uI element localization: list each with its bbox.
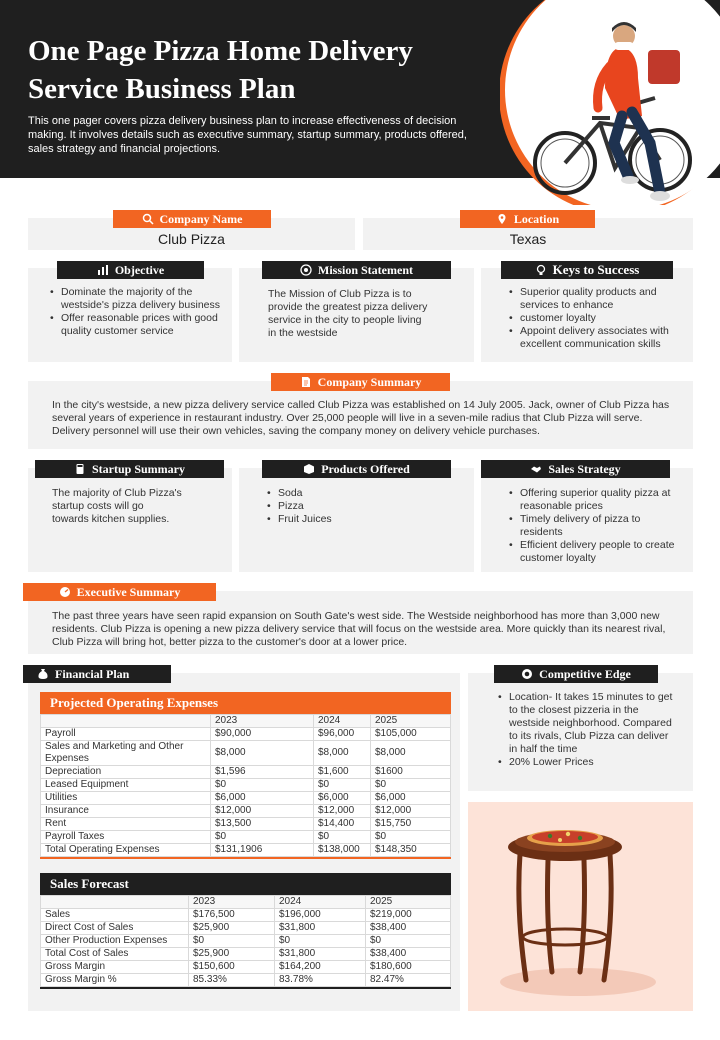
box-icon [303, 463, 315, 475]
table-header-row [41, 896, 451, 909]
table-cell-value: $219,000 [366, 909, 451, 922]
table-cell-value: $12,000 [211, 805, 314, 818]
table-header-cell: 2023 [189, 896, 275, 909]
products-tag [262, 460, 451, 478]
table-header-cell: 2025 [366, 896, 451, 909]
table-cell-value: $8,000 [371, 741, 451, 766]
delivery-cyclist-illustration [520, 8, 700, 203]
table-cell-value: $8,000 [211, 741, 314, 766]
expenses-table-wrap [40, 692, 451, 859]
table-cell-label: Gross Margin [41, 961, 189, 974]
table-cell-value: $105,000 [371, 728, 451, 741]
page-title: One Page Pizza Home Delivery Service Business Plan [28, 35, 413, 105]
table-row [41, 974, 451, 987]
table-cell-value: $0 [211, 831, 314, 844]
table-row [41, 766, 451, 779]
competitive-label: Competitive Edge [539, 666, 631, 681]
table-cell-value: $0 [366, 935, 451, 948]
startup-label: Startup Summary [91, 461, 185, 476]
table-cell-value: $150,600 [189, 961, 275, 974]
expenses-table-underline [40, 857, 451, 859]
mission-label: Mission Statement [318, 262, 413, 277]
table-cell-value: 85.33% [189, 974, 275, 987]
products-label: Products Offered [321, 461, 410, 476]
location-tag [460, 210, 595, 228]
gauge-icon [59, 586, 71, 598]
company-name-value: Club Pizza [158, 231, 225, 247]
table-row [41, 844, 451, 857]
financial-label: Financial Plan [55, 666, 130, 681]
table-header-cell: 2023 [211, 715, 314, 728]
location-value: Texas [509, 231, 547, 247]
location-label: Location [513, 211, 560, 226]
table-cell-value: $0 [189, 935, 275, 948]
table-cell-value: $90,000 [211, 728, 314, 741]
table-cell-label: Leased Equipment [41, 779, 211, 792]
hero-image-area [500, 0, 720, 205]
list-item: • Offering superior quality pizza at reasonable prices [509, 487, 684, 513]
keys-tag [501, 261, 673, 279]
table-row [41, 805, 451, 818]
objective-tag [57, 261, 204, 279]
table-cell-value: $31,800 [275, 948, 366, 961]
competitive-tag [494, 665, 658, 683]
sales-strategy-tag [481, 460, 670, 478]
location-pin-icon [496, 213, 508, 225]
table-cell-label: Direct Cost of Sales [41, 922, 189, 935]
table-cell-value: $1,596 [211, 766, 314, 779]
table-cell-value: $14,400 [314, 818, 371, 831]
table-cell-value: $15,750 [371, 818, 451, 831]
table-cell-label: Depreciation [41, 766, 211, 779]
table-cell-value: $96,000 [314, 728, 371, 741]
table-cell-value: $6,000 [211, 792, 314, 805]
chart-icon [97, 264, 109, 276]
financial-tag [23, 665, 171, 683]
table-cell-value: 82.47% [366, 974, 451, 987]
company-summary-text: In the city's westside, a new pizza delivery service called Club Pizza was established on 14 July 2005. Jack, owner of Club Pizza has several years of experience in restaurant industry. Over 25,000 people will live in a seven-mile radius that Club Pizza will serve. Delivery personnel will use their own vehicles, saving the company money on delivery vehicle purchases. [52, 399, 670, 437]
table-row [41, 922, 451, 935]
table-cell-label: Payroll Taxes [41, 831, 211, 844]
calculator-icon [74, 463, 86, 475]
table-cell-value: $0 [275, 935, 366, 948]
money-bag-icon [37, 668, 49, 680]
table-cell-value: $1600 [371, 766, 451, 779]
table-cell-label: Payroll [41, 728, 211, 741]
table-row [41, 909, 451, 922]
table-cell-value: $6,000 [371, 792, 451, 805]
table-row [41, 741, 451, 766]
table-header-cell [41, 715, 211, 728]
table-cell-value: $12,000 [314, 805, 371, 818]
target-icon [300, 264, 312, 276]
competitive-list [498, 691, 676, 769]
table-cell-label: Sales [41, 909, 189, 922]
table-cell-label: Total Cost of Sales [41, 948, 189, 961]
expenses-table-title: Projected Operating Expenses [40, 692, 451, 714]
table-row [41, 831, 451, 844]
table-row [41, 728, 451, 741]
list-item: • Superior quality products and services to enhance [509, 286, 684, 312]
company-name-tag [113, 210, 271, 228]
executive-text: The past three years have seen rapid expansion on South Gate's west side. The Westside neighborhood has more than 3,000 new residents. Club Pizza is opening a new pizza delivery service that will focus on the westside area. More quickly than its nearest rival, Club Pizza will bring hot, better pizza to the customer's door at a lower price. [52, 610, 666, 648]
table-header-cell: 2025 [371, 715, 451, 728]
pizza-image-panel [468, 802, 693, 1011]
table-row [41, 792, 451, 805]
pizza-on-table-illustration [468, 802, 693, 1011]
search-icon [142, 213, 154, 225]
table-row [41, 935, 451, 948]
table-row [41, 818, 451, 831]
handshake-icon [530, 463, 542, 475]
table-header-cell: 2024 [275, 896, 366, 909]
table-cell-value: $0 [314, 831, 371, 844]
table-row [41, 779, 451, 792]
sales-table-underline [40, 987, 451, 989]
table-cell-value: $25,900 [189, 922, 275, 935]
table-cell-value: $0 [314, 779, 371, 792]
document-icon [300, 376, 312, 388]
list-item: • Appoint delivery associates with excellent communication skills [509, 325, 684, 351]
list-item: • Fruit Juices [267, 513, 447, 526]
sales-table-wrap [40, 873, 451, 989]
sales-table [40, 895, 451, 987]
list-item: • Dominate the majority of the westside's pizza delivery business [50, 286, 228, 312]
expenses-table-body [41, 728, 451, 857]
table-cell-label: Gross Margin % [41, 974, 189, 987]
table-cell-value: $12,000 [371, 805, 451, 818]
mission-tag [262, 261, 451, 279]
list-item: • Location- It takes 15 minutes to get to the closest pizzeria in the westside neighborhood. Compared to its rivals, Club Pizza can deliver in half the time [498, 691, 676, 756]
expenses-table [40, 714, 451, 857]
sales-table-body [41, 909, 451, 987]
medal-icon [521, 668, 533, 680]
table-cell-value: $138,000 [314, 844, 371, 857]
table-cell-value: $13,500 [211, 818, 314, 831]
table-cell-value: 83.78% [275, 974, 366, 987]
table-cell-value: $38,400 [366, 948, 451, 961]
list-item: • customer loyalty [509, 312, 684, 325]
table-cell-label: Rent [41, 818, 211, 831]
startup-text: The majority of Club Pizza's startup costs will go towards kitchen supplies. [52, 487, 182, 525]
table-header-cell: 2024 [314, 715, 371, 728]
table-cell-label: Utilities [41, 792, 211, 805]
products-list [267, 487, 447, 526]
table-cell-label: Other Production Expenses [41, 935, 189, 948]
table-row [41, 948, 451, 961]
table-cell-value: $164,200 [275, 961, 366, 974]
table-cell-value: $6,000 [314, 792, 371, 805]
executive-label: Executive Summary [76, 584, 181, 599]
page-description: This one pager covers pizza delivery business plan to increase effectiveness of decision making. It involves details such as executive summary, startup summary, products offered, sales strategy and financial projections. [28, 115, 467, 155]
list-item: • Soda [267, 487, 447, 500]
list-item: • Timely delivery of pizza to residents [509, 513, 684, 539]
company-name-label: Company Name [159, 211, 243, 226]
table-cell-value: $131,1906 [211, 844, 314, 857]
list-item: • Efficient delivery people to create customer loyalty [509, 539, 684, 565]
keys-list [509, 286, 684, 351]
list-item: • Pizza [267, 500, 447, 513]
table-cell-value: $148,350 [371, 844, 451, 857]
table-cell-label: Sales and Marketing and Other Expenses [41, 741, 211, 766]
table-header-row [41, 715, 451, 728]
sales-strategy-label: Sales Strategy [548, 461, 621, 476]
list-item: • Offer reasonable prices with good quality customer service [50, 312, 228, 338]
startup-tag [35, 460, 224, 478]
table-cell-value: $0 [371, 831, 451, 844]
table-cell-value: $180,600 [366, 961, 451, 974]
table-cell-value: $0 [371, 779, 451, 792]
objective-label: Objective [114, 262, 165, 277]
sales-strategy-list [509, 487, 684, 565]
mission-text: The Mission of Club Pizza is to provide the greatest pizza delivery service in the city to people living in the westside [268, 288, 428, 339]
company-summary-tag [271, 373, 450, 391]
table-cell-value: $176,500 [189, 909, 275, 922]
table-cell-value: $25,900 [189, 948, 275, 961]
table-header-cell [41, 896, 189, 909]
table-cell-value: $1,600 [314, 766, 371, 779]
table-cell-value: $196,000 [275, 909, 366, 922]
table-cell-value: $31,800 [275, 922, 366, 935]
list-item: • 20% Lower Prices [498, 756, 676, 769]
keys-label: Keys to Success [552, 262, 640, 277]
sales-table-title: Sales Forecast [40, 873, 451, 895]
objective-list [50, 286, 228, 338]
table-cell-value: $0 [211, 779, 314, 792]
company-summary-label: Company Summary [317, 374, 422, 389]
executive-tag [23, 583, 216, 601]
table-cell-value: $8,000 [314, 741, 371, 766]
lightbulb-icon [535, 264, 547, 276]
table-cell-label: Total Operating Expenses [41, 844, 211, 857]
table-cell-value: $38,400 [366, 922, 451, 935]
table-row [41, 961, 451, 974]
table-cell-label: Insurance [41, 805, 211, 818]
